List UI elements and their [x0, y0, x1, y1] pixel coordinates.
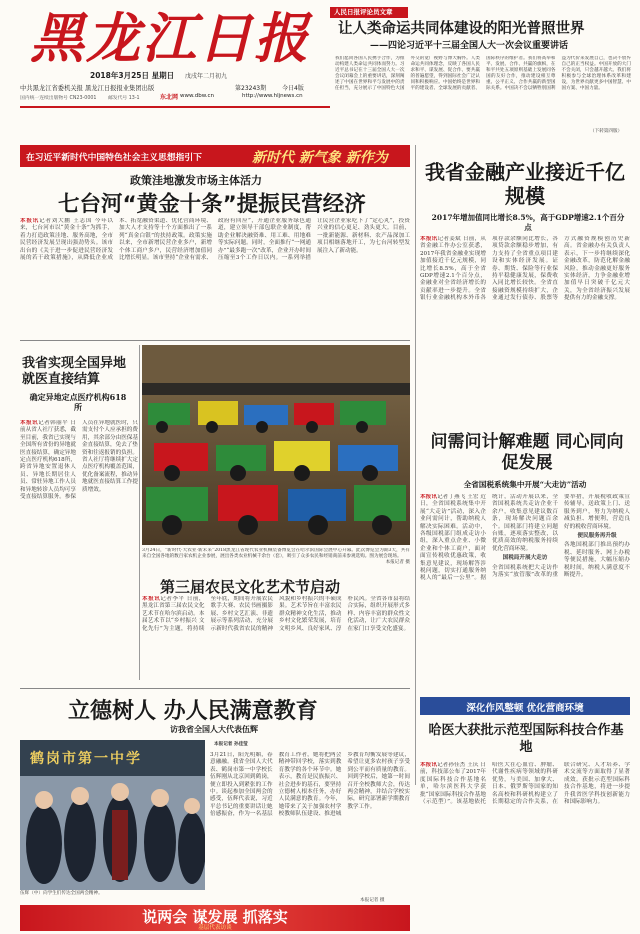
col-divider-left: [139, 345, 140, 680]
inspection-section-body: 全省国税系统把大走访作为落实“放管服”改革的重要举措，开展税收政策宣传辅导，送政策上门、送服务到户，努力为纳税人减负担、增便利，营造良好的税收营商环境。: [492, 494, 630, 579]
finance-headline-text: 我省金融产业接近千亿规模: [425, 160, 625, 208]
edu-photo-credit: 本报记者 摄: [360, 898, 385, 903]
editorial-source: （下转第四版）: [590, 129, 623, 134]
masthead-issue: 第23243期: [235, 85, 267, 92]
masthead-cn: 国内统一连续出版物号 CN23-0001: [20, 96, 97, 101]
finance-headline: [420, 160, 630, 208]
medical-subhead: 确定异地定点医疗机构618所: [29, 392, 127, 412]
edu-headline: 立德树人 办人民满意教育: [68, 699, 318, 724]
edu-byline: 本报记者 孙佳莹: [214, 742, 248, 747]
inspection-byline: 本报讯: [420, 494, 438, 500]
culture-body-text: 记者李平 日前，黑龙江省第三届农民文化艺术节在哈尔滨启动。本届艺术节以“乡村振兴 文化先行”为主题，将持续至年底，期间将开展农民歌手大赛、农民书画摄影展、乡村文艺汇演、非遗展示等系列活动，充分展示新时代我省农民的精神风貌和乡村振兴的丰硕成果。艺术节旨在丰富农民群众精神文化生活，推动乡村文化繁荣发展，培育文明乡风、良好家风、淳朴民风。全省各市县将结合实际，组织开展形式多样、内容丰富的群众性文化活动，让广大农民群众在家门口享受文化盛宴。: [142, 596, 410, 632]
agri-caption-text: 3月24日，“新时代·大农业·新未来”2018黑龙江省现代农业机械装备博览会在哈尔滨国际会展中心开幕。此次博览会为期3天，共有来自全国各地的数百家农机企业参展，展出各类农业机械千余台（套），吸引了众多农民和经销商前来参观选购。图为展会现场。: [142, 548, 410, 559]
medical-body: [20, 420, 138, 610]
harbin-body-text: 记者孙佳杰 王庆 日前，科技部公布了2017年度国际科技合作基地名单，哈尔滨医科大学获批“国家国际科技合作基地（示范型）”。该基地依托哈医大在心血管、肿瘤、代谢性疾病等领域的科研优势，与美国、加拿大、日本、俄罗斯等国家的知名高校和科研机构建立了长期稳定的合作关系，在联合研究、人才培养、学术交流等方面取得了显著成效。获批示范型国际科技合作基地，将进一步提升我省医学科技创新能力和国际影响力。: [420, 762, 630, 806]
theme-banner-left: 在习近平新时代中国特色社会主义思想指引下: [26, 153, 202, 163]
medical-body-text: 记者韩丽平 日前从省人社厅获悉，截至目前，我省已实现与全国所有省份的异地就医直接结算，确定异地定点医疗机构618所，跨省异地安置退休人员、异地长期居住人员、常驻异地工作人员和异地转诊人员均可享受直接结算服务。参保人员在异地就医时，只需支付个人应承担的费用，其余部分由医保基金直接结算，免去了垫资和往返报销的负担。省人社厅将继续扩大定点医疗机构覆盖范围，优化备案流程，推动异地就医直接结算工作提质增效。: [20, 420, 138, 501]
culture-byline: 本报讯: [142, 596, 161, 602]
agri-photo: [142, 345, 410, 545]
lead-byline: 本报讯: [20, 218, 40, 224]
finance-subhead: 2017年增加值同比增长8.5%，高于GDP增速2.1个百分点: [431, 213, 625, 232]
finance-body: [420, 236, 630, 424]
footer-banner-sub: 基层代表访谈: [198, 925, 232, 931]
inspection-section2-body: 各地国税部门推出预约办税、延时服务、网上办税等便民措施，大幅压缩办税时间，纳税人满意度不断提升。: [564, 542, 630, 579]
masthead-postal: 邮发代号 13-1: [108, 96, 140, 101]
inspection-headline: 问需问计解难题 同心同向促发展: [430, 432, 624, 473]
finance-byline: 本报讯: [420, 236, 438, 242]
masthead-pages: 今日4版: [282, 85, 304, 92]
footer-banner-title: 说两会 谋发展 抓落实: [142, 908, 288, 926]
masthead: [20, 4, 330, 104]
col-divider-right: [415, 145, 416, 785]
lead-body-text: 记者刘大鹏 王志国 今年以来，七台河市以“黄金十条”为抓手，着力打造政策洼地、服务高地，全市民营经济发展呈现出强劲势头。该市出台的《关于进一步促进民营经济发展的若干政策措施》，从降低企业成本、拓宽融资渠道、优化营商环境、加大人才支持等十个方面推出了一系列“真金白银”的扶持政策。政策实施以来，全市新增民营企业多户，新增个体工商户多户，民营经济增加值同比增长明显。该市坚持“企业有需求、政府有回应”，开通企业服务绿色通道，建立领导干部包联企业制度，帮助企业解决融资难、用工难、用地难等实际问题。同时，全面推行“一网通办”“最多跑一次”改革，企业开办时间压缩至3个工作日以内。一系列举措让民营企业家吃下了“定心丸”，投资兴业的信心更足、劲头更大。目前，一批新能源、新材料、农产品深加工项目相继落地开工，为七台河转型发展注入了新动能。: [20, 218, 410, 262]
editorial-tag-text: 人民日报评论员文章: [334, 8, 393, 16]
opt-banner: [420, 697, 630, 715]
medical-headline: 我省实现全国异地就医直接结算: [22, 356, 127, 387]
finance-body-text: 记者姜斌 日前，从省金融工作办公室获悉，2017年我省金融业实现增加值接近千亿元规模，同比增长8.5%，高于全省GDP增速2.1个百分点，金融业对全省经济增长的贡献率进一步提升。全省银行业金融机构本外币各项存款余额同比增长，各项贷款余额稳步增加，有力支持了全省重点项目建设和实体经济发展。证券、期货、保险等行业保持平稳健康发展，保费收入同比增长较快。全省直接融资规模持续扩大，企业通过发行债券、股票等方式融资规模创历史新高。省金融办有关负责人表示，下一步将继续深化金融改革，防范化解金融风险，推动金融更好服务实体经济，力争金融业增加值早日突破千亿元大关，为全省经济振兴发展提供有力的金融支撑。: [420, 236, 630, 302]
inspection-section2-title: 便民服务再升级: [577, 533, 617, 540]
medical-byline: 本报讯: [20, 420, 39, 426]
agri-photo-svg: [142, 345, 410, 545]
edu-body-text: 3月21日，阳光明媚，春意融融。我省全国人大代表、鹤岗市第一中学校长伍辉刚从北京回到鹤岗，便立即投入到紧张的工作中。谈起参加全国两会的感受，伍辉代表说，习近平总书记的重要讲话让她倍感振奋，作为一名基层教育工作者，她将把两会精神带回学校，落实到教育教学的各个环节中。她表示，教育是民族振兴、社会进步的基石，要坚持立德树人根本任务，办好人民满意的教育。今年，她带来了关于加强农村学校教师队伍建设、推进城乡教育均衡发展等建议，希望让更多农村孩子享受到公平而有质量的教育。回到学校后，她第一时间召开全校教师大会，传达两会精神，并结合学校实际，研究部署新学期教育教学工作。: [210, 752, 410, 818]
edu-photo-sign: 鹤岗市第一中学: [30, 751, 142, 767]
inspection-body-text: 记者丁燕飞 王宏 近日，全省国税系统集中开展“大走访”活动，深入企业问需问计，帮助纳税人解决实际困难。活动中，各级国税部门组成走访小组，深入重点企业、小微企业和个体工商户，面对面宣传税收优惠政策，收集意见建议，现场解答涉税问题，切实打通服务纳税人的“最后一公里”。据统计，活动开展以来，全省国税系统共走访企业千余户，收集意见建议数百条，现场解决问题百余个。国税部门将建立问题台账，逐项落实整改，以优质高效的纳税服务持续优化营商环境。: [420, 494, 558, 582]
editorial-headline: 让人类命运共同体建设的阳光普照世界: [338, 21, 585, 37]
lead-rule: [20, 340, 410, 341]
lead-headline: 七台河“黄金十条”提振民营经济: [58, 192, 366, 217]
edu-subhead: 访我省全国人大代表伍辉: [170, 724, 258, 734]
theme-banner: [20, 145, 410, 167]
opt-banner-text: 深化作风整顿 优化营商环境: [466, 703, 584, 714]
masthead-rule: [20, 106, 330, 108]
lead-body: [20, 218, 410, 335]
culture-headline: 第三届农民文化艺术节启动: [160, 578, 341, 596]
masthead-title: 黑龙江日报: [30, 6, 310, 70]
masthead-lunar: 戊戌年二月初九: [185, 73, 228, 80]
edu-body: [210, 752, 410, 897]
harbin-body: [420, 762, 630, 928]
masthead-weblabel: 东北网: [160, 94, 179, 101]
tractor-rows: [146, 401, 406, 521]
masthead-publisher: 中共黑龙江省委机关报 黑龙江日报报业集团出版: [20, 85, 155, 92]
culture-body: [142, 596, 410, 680]
edu-photo-caption: [20, 891, 205, 897]
edu-photo: [20, 740, 205, 890]
masthead-date: 2018年3月25日 星期日: [90, 71, 175, 80]
harbin-headline: 哈医大获批示范型国际科技合作基地: [428, 723, 624, 755]
masthead-weburl[interactable]: www.dbw.cn: [180, 93, 214, 99]
inspection-body: [420, 494, 630, 690]
agri-photo-caption: [142, 548, 410, 572]
editorial-subhead: ——四论习近平十三届全国人大一次会议重要讲话: [370, 41, 569, 51]
edu-caption-text: 伍辉（中）向学生们传达全国两会精神。: [20, 891, 103, 896]
masthead-website[interactable]: http://www.hljnews.cn: [242, 93, 303, 99]
theme-banner-right: 新时代 新气象 新作为: [252, 150, 388, 166]
inspection-subhead: 全省国税系统集中开展“大走访”活动: [463, 480, 587, 489]
inspection-section-title: 国税局开展大走访: [502, 555, 548, 562]
harbin-byline: 本报讯: [420, 762, 438, 768]
agri-caption-credit: 本报记者 摄: [385, 560, 410, 565]
footer-banner: [20, 905, 410, 931]
lead-kicker: 政策洼地激发市场主体活力: [130, 174, 262, 187]
editorial-body: 我们愿同各国人民携手合作，为推动构建人类命运共同体而努力。习近平总书记在十三届全国人大一次会议闭幕会上的重要讲话，深刻阐述了中国在世界和平与发展中的责任担当，充分展示了中国特色大国外交的宽广视野与博大胸怀。人类命运共同体理念，反映了各国人民求和平、谋发展、促合作、要共赢的普遍愿望，得到国际社会广泛认同和积极响应。中国始终是世界和平的建设者、全球发展的贡献者、国际秩序的维护者。我们将高举和平、发展、合作、共赢的旗帜，在和平共处五项原则基础上发展同各国的友好合作，推动建设相互尊重、公平正义、合作共赢的新型国际关系。中国决不会以牺牲别国利益为代价来发展自己，也决不放弃自己的正当权益。中国开放的大门不会关闭，只会越开越大。我们将积极参与全球治理体系改革和建设，为世界贡献更多中国智慧、中国方案、中国力量。: [335, 56, 631, 91]
edu-rule: [20, 688, 410, 689]
